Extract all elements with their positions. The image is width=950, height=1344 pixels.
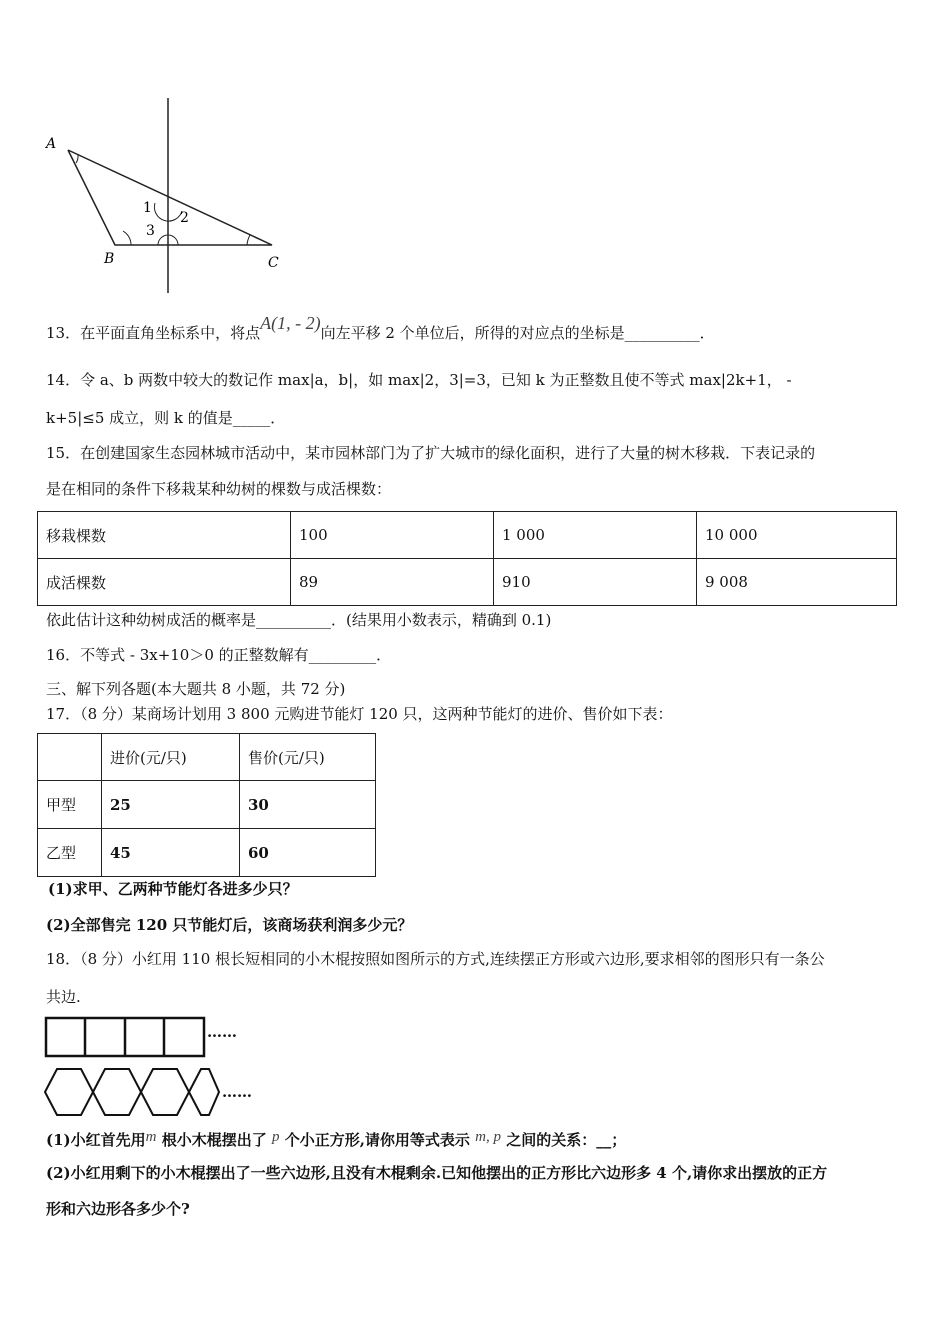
- question-16: 16．不等式 - 3x+10＞0 的正整数解有_________．: [46, 646, 392, 664]
- question-15-after: 依此估计这种幼树成活的概率是__________．(结果用小数表示，精确到 0.1): [46, 611, 552, 629]
- cell: 910: [494, 559, 697, 606]
- hexagons-dots: ……: [222, 1083, 252, 1101]
- text: 之间的关系：__；: [506, 1131, 627, 1149]
- hexagons-figure: [43, 1066, 223, 1118]
- label-a: A: [46, 136, 57, 152]
- cell: 60: [240, 829, 376, 877]
- q17-part2: (2)全部售完 120 只节能灯后，该商场获利润多少元？: [46, 916, 413, 934]
- var-m: m: [145, 1129, 157, 1145]
- q18-part2-line1: (2)小红用剩下的小木棍摆出了一些六边形,且没有木棍剩余.已知他摆出的正方形比六边形多 4 个,请你求出摆放的正方: [46, 1164, 828, 1182]
- cell: [38, 734, 102, 781]
- label-b: B: [104, 251, 115, 267]
- cell: 45: [102, 829, 240, 877]
- cell: 进价(元/只): [102, 734, 240, 781]
- cell: 10 000: [697, 512, 897, 559]
- triangle-figure: [40, 95, 290, 300]
- section-3-heading: 三、解下列各题(本大题共 8 小题，共 72 分): [46, 680, 346, 698]
- var-mp: m, p: [475, 1129, 502, 1145]
- question-18-line2: 共边.: [46, 988, 81, 1006]
- cell: 甲型: [38, 781, 102, 829]
- label-c: C: [268, 255, 279, 271]
- cell: 1 000: [494, 512, 697, 559]
- q18-part2-line2: 形和六边形各多少个?: [46, 1200, 190, 1218]
- cell: 售价(元/只): [240, 734, 376, 781]
- cell: 移栽棵数: [38, 512, 291, 559]
- var-p: p: [271, 1129, 280, 1145]
- cell: 100: [291, 512, 494, 559]
- text: 个小正方形,请你用等式表示: [284, 1131, 470, 1149]
- question-17: 17．（8 分）某商场计划用 3 800 元购进节能灯 120 只，这两种节能灯的进价、售价如下表：: [46, 705, 673, 723]
- question-14-line1: 14．令 a、b 两数中较大的数记作 max|a，b|，如 max|2，3|=3，已知 k 为正整数且使不等式 max|2k+1， -: [46, 371, 792, 389]
- cell: 成活棵数: [38, 559, 291, 606]
- cell: 9 008: [697, 559, 897, 606]
- point-a: A(1, - 2): [260, 313, 321, 333]
- q18-part1: [46, 1130, 626, 1151]
- transplant-table: [37, 511, 897, 606]
- angle-1: 1: [143, 200, 152, 216]
- q17-part1: (1)求甲、乙两种节能灯各进多少只？: [48, 880, 298, 898]
- squares-dots: ……: [207, 1023, 237, 1041]
- price-table: [37, 733, 376, 877]
- cell: 30: [240, 781, 376, 829]
- question-15-line2: 是在相同的条件下移栽某种幼树的棵数与成活棵数：: [46, 480, 392, 498]
- question-18-line1: 18．（8 分）小红用 110 根长短相同的小木棍按照如图所示的方式,连续摆正方形或六边形,要求相邻的图形只有一条公: [46, 950, 825, 968]
- text: (1)小红首先用: [46, 1131, 146, 1149]
- text: 根小木棍摆出了: [161, 1131, 267, 1149]
- question-14-line2: k+5|≤5 成立，则 k 的值是_____．: [46, 409, 286, 427]
- cell: 25: [102, 781, 240, 829]
- angle-2: 2: [180, 210, 189, 226]
- cell: 乙型: [38, 829, 102, 877]
- angle-3: 3: [146, 223, 155, 239]
- question-15-line1: 15．在创建国家生态园林城市活动中，某市园林部门为了扩大城市的绿化面积，进行了大量的树木移栽．下表记录的: [46, 444, 816, 462]
- q13-suffix: 向左平移 2 个单位后，所得的对应点的坐标是__________．: [320, 324, 715, 342]
- squares-figure: [44, 1016, 206, 1058]
- cell: 89: [291, 559, 494, 606]
- question-13: [46, 313, 715, 343]
- q13-text: 13．在平面直角坐标系中，将点: [46, 324, 261, 342]
